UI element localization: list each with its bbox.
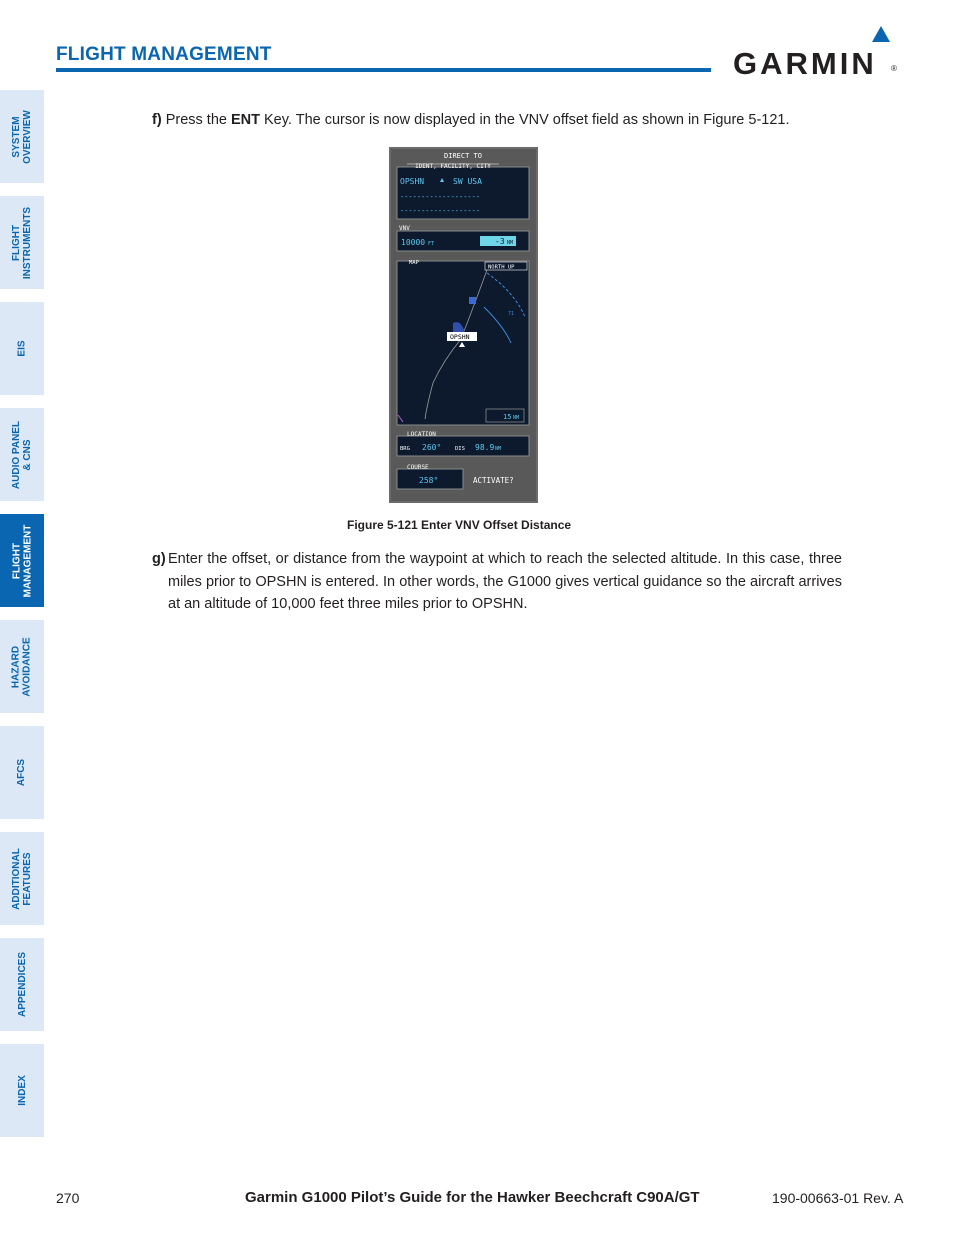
region-value: SW USA <box>453 177 482 186</box>
figure-direct-to-window <box>389 147 538 503</box>
header-rule <box>56 68 711 72</box>
tab-index[interactable] <box>0 1044 44 1137</box>
brg-label: BRG <box>400 446 410 452</box>
step-text: Press the <box>165 112 227 128</box>
tab-label: FLIGHT INSTRUMENTS <box>11 206 34 279</box>
ident-field-label: IDENT, FACILITY, CITY <box>415 163 491 170</box>
ident-value[interactable]: OPSHN <box>400 177 425 186</box>
tab-label: EIS <box>16 340 28 357</box>
map-label: MAP <box>409 260 419 266</box>
window-title: DIRECT TO <box>444 152 482 160</box>
map-panel <box>397 261 529 425</box>
dis-label: DIS <box>455 446 465 452</box>
document-number: 190-00663-01 Rev. A <box>772 1190 904 1206</box>
tab-label: AUDIO PANEL & CNS <box>11 420 33 489</box>
dash-row-2: ------------------- <box>400 207 481 215</box>
airway-label: 71 <box>508 311 515 317</box>
highway-shield-icon <box>469 297 476 304</box>
tab-additional-features[interactable] <box>0 832 44 925</box>
step-text: Key. The cursor is now displayed in the VNV offset field as shown in Figure 5-121. <box>264 112 790 128</box>
dis-unit: NM <box>495 446 502 452</box>
tab-hazard-avoidance[interactable] <box>0 620 44 713</box>
figure-caption: Figure 5-121 Enter VNV Offset Distance <box>347 518 572 532</box>
vnv-label: VNV <box>399 225 410 232</box>
tab-label: ADDITIONAL FEATURES <box>11 847 34 910</box>
section-title: FLIGHT MANAGEMENT <box>56 44 272 65</box>
tab-eis[interactable] <box>0 302 44 395</box>
dash-row-1: ------------------- <box>400 193 481 201</box>
logo-triangle-icon <box>872 26 890 42</box>
location-label: LOCATION <box>407 431 436 438</box>
step-label: f) <box>152 112 162 128</box>
logo-registered-mark: ® <box>891 64 897 73</box>
course-value[interactable]: 258° <box>419 476 439 485</box>
brg-value: 260° <box>422 443 442 452</box>
step-text: Enter the offset, or distance from the waypoint at which to reach the selected altitude. In this case, three miles prior to OPSHN is entered. In other words, the G1000 gives vertical guidance so the aircraft arrives at an altitude of 10,000 feet three miles prior to OPSHN. <box>168 551 842 612</box>
tab-appendices[interactable] <box>0 938 44 1031</box>
vnv-altitude-unit: FT <box>428 241 435 247</box>
tab-label: APPENDICES <box>16 951 28 1018</box>
tab-label: HAZARD AVOIDANCE <box>11 636 34 697</box>
step-f <box>152 109 790 132</box>
step-g <box>152 548 842 612</box>
tab-label: SYSTEM OVERVIEW <box>11 109 33 164</box>
vnv-altitude[interactable]: 10000 <box>401 238 426 247</box>
course-label: COURSE <box>407 464 429 471</box>
step-label: g) <box>152 551 166 567</box>
activate-prompt[interactable]: ACTIVATE? <box>473 476 514 485</box>
tab-audio-panel-cns[interactable] <box>0 408 44 501</box>
map-range[interactable]: 15 <box>503 413 512 421</box>
map-waypoint-label: OPSHN <box>450 333 470 341</box>
map-orientation[interactable]: NORTH UP <box>488 264 515 271</box>
tab-afcs[interactable] <box>0 726 44 819</box>
garmin-logo <box>733 26 899 81</box>
footer-title: Garmin G1000 Pilot’s Guide for the Hawker Beechcraft C90A/GT <box>245 1189 700 1206</box>
key-name: ENT <box>230 112 260 128</box>
tab-label: AFCS <box>16 758 28 787</box>
map-range-unit: NM <box>513 415 520 421</box>
tab-system-overview[interactable] <box>0 90 44 183</box>
tab-flight-instruments[interactable] <box>0 196 44 289</box>
dis-value: 98.9 <box>475 443 495 452</box>
page-number: 270 <box>56 1190 80 1206</box>
logo-text: GARMIN <box>733 46 877 81</box>
vnv-offset[interactable]: -3 <box>495 237 505 246</box>
vnv-offset-unit: NM <box>507 240 514 246</box>
tab-flight-management[interactable] <box>0 514 44 607</box>
tab-label: INDEX <box>16 1075 28 1106</box>
tab-label: FLIGHT MANAGEMENT <box>11 524 33 597</box>
